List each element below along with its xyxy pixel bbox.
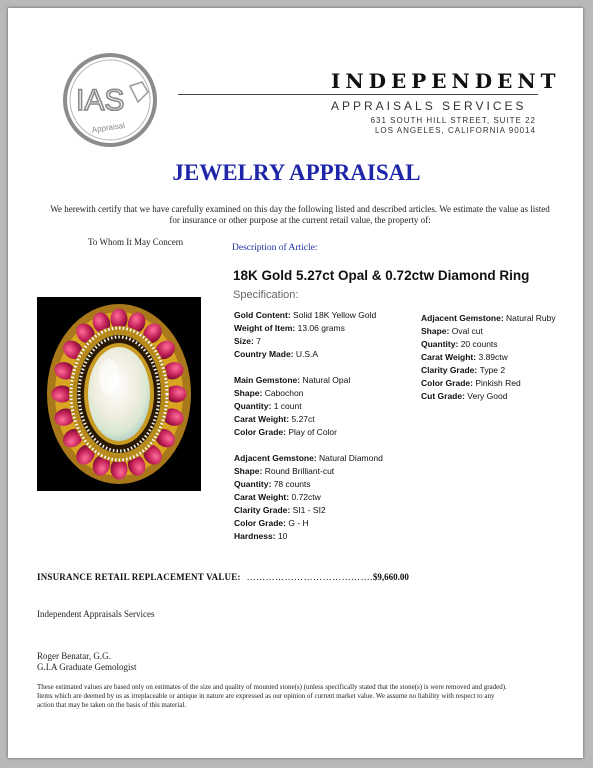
ring-photo <box>37 297 201 491</box>
spec-general: Gold Content: Solid 18K Yellow Gold Weight of Item: 13.06 grams Size: 7 Country Made: U.S.A <box>234 310 377 359</box>
insurance-value: $9,660.00 <box>372 572 409 582</box>
specification-label: Specification: <box>233 289 299 301</box>
logo-subtext: Appraisal <box>91 120 126 135</box>
ias-logo <box>62 52 158 148</box>
certification-text: We herewith certify that we have carefully examined on this day the following listed and described articles. We estimate the value as listed for insurance or other purpose at the current retail value, the property of: <box>50 204 550 225</box>
address-line-1: 631 SOUTH HILL STREET, SUITE 22 <box>370 116 536 125</box>
insurance-label: INSURANCE RETAIL REPLACEMENT VALUE: <box>37 572 241 582</box>
company-name: INDEPENDENT <box>331 69 561 93</box>
logo-text: IAS <box>76 84 125 117</box>
insurance-value-line <box>37 572 409 582</box>
recipient: To Whom It May Concern <box>88 237 184 247</box>
company-footer: Independent Appraisals Services <box>37 609 155 619</box>
appraiser-name: Roger Benatar, G.G. <box>37 651 111 661</box>
company-subtitle: APPRAISALS SERVICES <box>331 99 527 113</box>
header-divider <box>178 94 538 95</box>
address-line-2: LOS ANGELES, CALIFORNIA 90014 <box>374 126 536 135</box>
leader-dots: …………………………………. <box>246 572 373 582</box>
spec-main-gemstone: Main Gemstone: Natural Opal Shape: Cabochon Quantity: 1 count Carat Weight: 5.27ct Color Grade: Play of Color <box>234 375 351 437</box>
article-title: 18K Gold 5.27ct Opal & 0.72ctw Diamond Ring <box>233 268 530 283</box>
appraiser-title: G.I.A Graduate Gemologist <box>37 662 137 672</box>
description-label: Description of Article: <box>232 243 318 253</box>
disclaimer: These estimated values are based only on estimates of the size and quality of mounted stone(s) (unless specifically stated that the stone(s) is were removed and graded). Items which are deemed by us as irreplaceable or antique in nature are expressed as our opinion of current market value. We assume no liability with respect to any action that may be taken on the basis of this material. <box>37 683 507 709</box>
spec-diamond: Adjacent Gemstone: Natural Diamond Shape: Round Brilliant-cut Quantity: 78 counts Carat Weight: 0.72ctw Clarity Grade: SI1 - SI2 Color Grade: G - H Hardness: 10 <box>234 453 383 541</box>
document-title: JEWELRY APPRAISAL <box>172 160 421 185</box>
spec-ruby: Adjacent Gemstone: Natural Ruby Shape: Oval cut Quantity: 20 counts Carat Weight: 3.89ctw Clarity Grade: Type 2 Color Grade: Pinkish Red Cut Grade: Very Good <box>421 313 556 401</box>
